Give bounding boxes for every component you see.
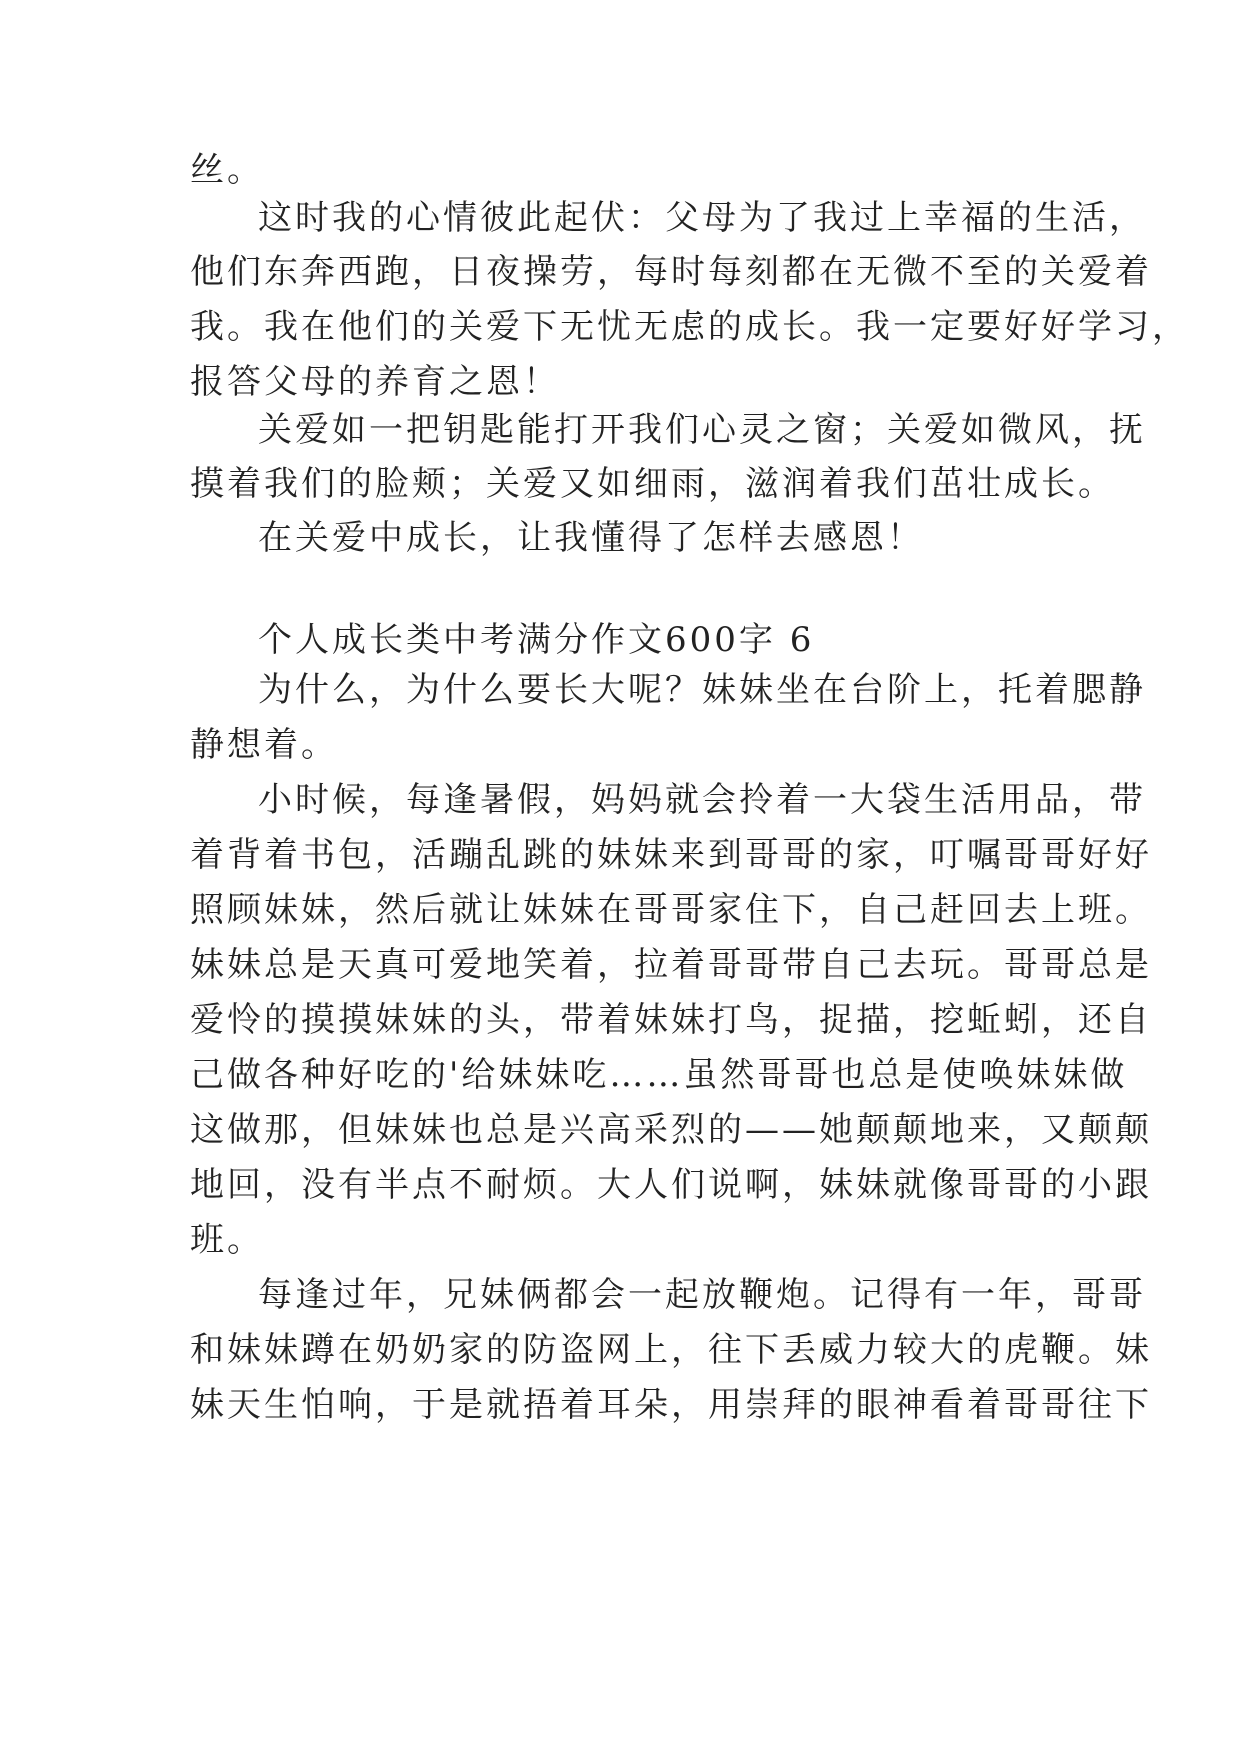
text-line: 我。我在他们的关爱下无忧无虑的成长。我一定要好好学习， [190,307,1189,347]
text-line: 妹天生怕响，于是就捂着耳朵，用崇拜的眼神看着哥哥往下 [190,1385,1152,1425]
text-line: 丝。 [190,150,264,190]
text-line: 摸着我们的脸颊；关爱又如细雨，滋润着我们茁壮成长。 [190,464,1115,504]
text-line: 妹妹总是天真可爱地笑着，拉着哥哥带自己去玩。哥哥总是 [190,945,1152,985]
text-line: 班。 [190,1220,264,1260]
text-line: 这时我的心情彼此起伏：父母为了我过上幸福的生活， [258,198,1146,238]
text-line: 这做那，但妹妹也总是兴高采烈的——她颠颠地来，又颠颠 [190,1110,1152,1150]
text-line: 着背着书包，活蹦乱跳的妹妹来到哥哥的家，叮嘱哥哥好好 [190,835,1152,875]
text-line: 小时候，每逢暑假，妈妈就会拎着一大袋生活用品，带 [258,780,1146,820]
section-heading: 个人成长类中考满分作文600字 6 [258,620,815,660]
text-line: 报答父母的养育之恩！ [190,362,560,402]
text-line: 己做各种好吃的'给妹妹吃……虽然哥哥也总是使唤妹妹做 [190,1055,1128,1095]
text-line: 关爱如一把钥匙能打开我们心灵之窗；关爱如微风，抚 [258,410,1146,450]
text-line: 每逢过年，兄妹俩都会一起放鞭炮。记得有一年，哥哥 [258,1275,1146,1315]
text-line: 照顾妹妹，然后就让妹妹在哥哥家住下，自己赶回去上班。 [190,890,1152,930]
text-line: 为什么，为什么要长大呢？妹妹坐在台阶上，托着腮静 [258,670,1146,710]
text-line: 和妹妹蹲在奶奶家的防盗网上，往下丢威力较大的虎鞭。妹 [190,1330,1152,1370]
text-line: 静想着。 [190,725,338,765]
text-line: 地回，没有半点不耐烦。大人们说啊，妹妹就像哥哥的小跟 [190,1165,1152,1205]
text-line: 爱怜的摸摸妹妹的头，带着妹妹打鸟，捉描，挖蚯蚓，还自 [190,1000,1152,1040]
text-line: 在关爱中成长，让我懂得了怎样去感恩！ [258,518,924,558]
text-line: 他们东奔西跑，日夜操劳，每时每刻都在无微不至的关爱着 [190,252,1152,292]
